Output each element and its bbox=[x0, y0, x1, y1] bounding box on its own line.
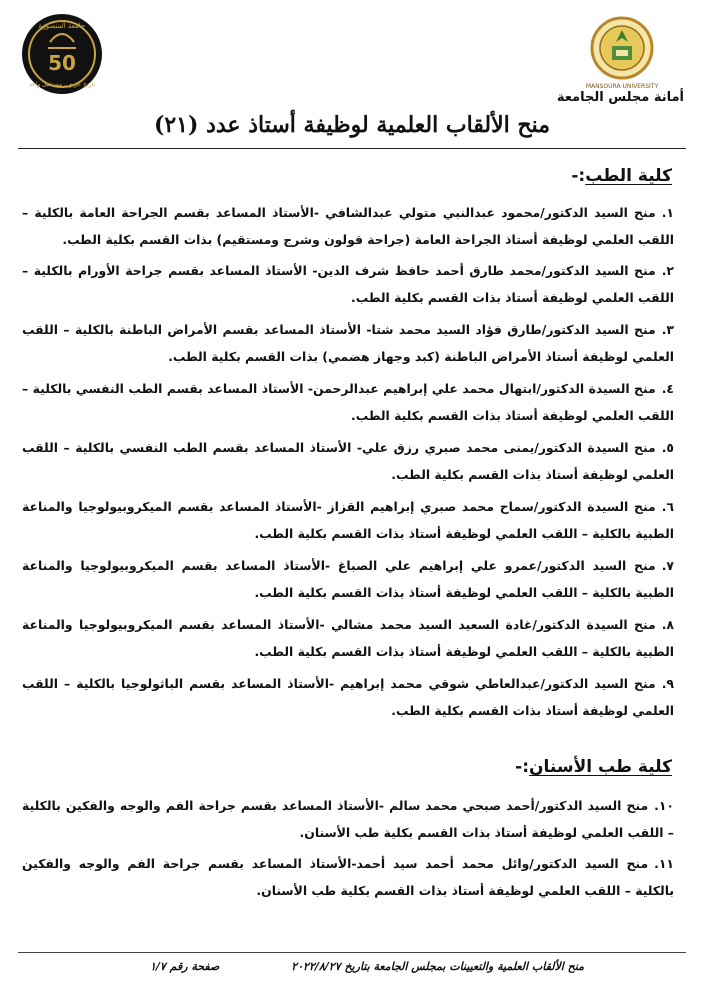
heading-suffix: :- bbox=[571, 166, 586, 186]
logo-bottom-text: تاريخ عريق.. مستقبل واعد bbox=[28, 81, 96, 88]
item-text: منح السيد الدكتور/محمد طارق أحمد حافظ شرف الدين- الأستاذ المساعد بقسم جراحة الأورام بالكلية – اللقب العلمي لوظيفة أستاذ بذات القسم بكلية الطب. bbox=[22, 263, 674, 305]
item-text: منح السيد الدكتور/محمود عبدالنبي متولي عبدالشافي -الأستاذ المساعد بقسم الجراحة العامة بالكلية – اللقب العلمي لوظيفة أستاذ الجراحة العامة (جراحة قولون وشرج ومستقيم) بذات القسم بكلية الطب. bbox=[22, 205, 674, 247]
document-title: منح الألقاب العلمية لوظيفة أستاذ عدد (٢١) bbox=[153, 112, 551, 138]
item-text: منح السيد الدكتور/عمرو علي إبراهيم علي الصباغ -الأستاذ المساعد بقسم الميكروبيولوجيا والمناعة الطبية بالكلية – اللقب العلمي لوظيفة أستاذ بذات القسم بكلية الطب. bbox=[22, 558, 674, 600]
list-item bbox=[22, 257, 674, 311]
list-item bbox=[22, 850, 674, 904]
item-number: ٧. bbox=[661, 558, 674, 573]
item-text: منح السيدة الدكتور/سماح محمد صبري إبراهيم القزاز -الأستاذ المساعد بقسم الميكروبيولوجيا والمناعة الطبية بالكلية – اللقب العلمي لوظيفة أستاذ بذات القسم بكلية الطب. bbox=[22, 499, 674, 541]
list-item bbox=[22, 199, 674, 253]
list-item bbox=[22, 375, 674, 429]
title-divider bbox=[18, 148, 686, 149]
faculty-name: كلية الطب bbox=[585, 166, 672, 186]
logo-anniversary-number: 50 bbox=[48, 51, 76, 75]
faculty-medicine-heading bbox=[571, 166, 672, 186]
item-number: ٢. bbox=[661, 263, 674, 278]
item-text: منح السيد الدكتور/طارق فؤاد السيد محمد شتا- الأستاذ المساعد بقسم الأمراض الباطنة بالكلية – اللقب العلمي لوظيفة أستاذ الأمراض الباطنة (كبد وجهاز هضمي) بذات القسم بكلية الطب. bbox=[22, 322, 674, 364]
anniversary-logo-icon bbox=[20, 12, 104, 96]
item-text: منح السيدة الدكتور/غادة السعيد السيد محمد مشالي -الأستاذ المساعد بقسم الميكروبيولوجيا والمناعة الطبية بالكلية – اللقب العلمي لوظيفة أستاذ بذات القسم بكلية الطب. bbox=[22, 617, 674, 659]
item-number: ٥. bbox=[661, 440, 674, 455]
item-text: منح السيد الدكتور/وائل محمد أحمد سيد أحمد-الأستاذ المساعد بقسم جراحة الفم والوجه والفكين بالكلية – اللقب العلمي لوظيفة أستاذ بذات القسم بكلية طب الأسنان. bbox=[22, 856, 674, 898]
faculty-dentistry-heading bbox=[515, 757, 672, 777]
council-name: أمانة مجلس الجامعة bbox=[556, 90, 684, 105]
list-item bbox=[22, 552, 674, 606]
logo-top-text: جامعة المنصورة bbox=[38, 22, 86, 30]
heading-suffix: :- bbox=[515, 757, 530, 777]
list-item bbox=[22, 316, 674, 370]
item-number: ١٠. bbox=[654, 798, 674, 813]
item-text: منح السيد الدكتور/أحمد صبحي محمد سالم -الأستاذ المساعد بقسم جراحة الفم والوجه والفكين بالكلية – اللقب العلمي لوظيفة أستاذ بذات القسم بكلية طب الأسنان. bbox=[22, 798, 674, 840]
item-number: ١. bbox=[661, 205, 674, 220]
list-item bbox=[22, 611, 674, 665]
list-item bbox=[22, 493, 674, 547]
university-emblem-icon bbox=[582, 12, 662, 92]
footer-text: منح الألقاب العلمية والتعيينات بمجلس الجامعة بتاريخ ٢٠٢٢/٨/٢٧ bbox=[291, 960, 584, 973]
item-text: منح السيدة الدكتور/يمنى محمد صبري رزق علي- الأستاذ المساعد بقسم الطب النفسي بالكلية – اللقب العلمي لوظيفة أستاذ بذات القسم بكلية الطب. bbox=[22, 440, 674, 482]
item-number: ١١. bbox=[654, 856, 674, 871]
item-number: ٣. bbox=[661, 322, 674, 337]
item-number: ٦. bbox=[661, 499, 674, 514]
list-item bbox=[22, 434, 674, 488]
faculty-name: كلية طب الأسنان bbox=[529, 757, 672, 777]
item-number: ٤. bbox=[661, 381, 674, 396]
list-item bbox=[22, 792, 674, 846]
page-footer bbox=[150, 960, 584, 973]
list-item bbox=[22, 670, 674, 724]
page-number: صفحة رقم ١/٧ bbox=[150, 960, 220, 973]
item-text: منح السيد الدكتور/عبدالعاطي شوقي محمد إبراهيم -الأستاذ المساعد بقسم الباثولوجيا بالكلية – اللقب العلمي لوظيفة أستاذ بذات القسم بكلية الطب. bbox=[22, 676, 674, 718]
item-number: ٨. bbox=[661, 617, 674, 632]
footer-divider bbox=[18, 952, 686, 953]
item-text: منح السيدة الدكتور/ابتهال محمد علي إبراهيم عبدالرحمن- الأستاذ المساعد بقسم الطب النفسي بالكلية – اللقب العلمي لوظيفة أستاذ بذات القسم بكلية الطب. bbox=[22, 381, 674, 423]
emblem-caption: MANSOURA UNIVERSITY bbox=[585, 83, 659, 90]
item-number: ٩. bbox=[661, 676, 674, 691]
